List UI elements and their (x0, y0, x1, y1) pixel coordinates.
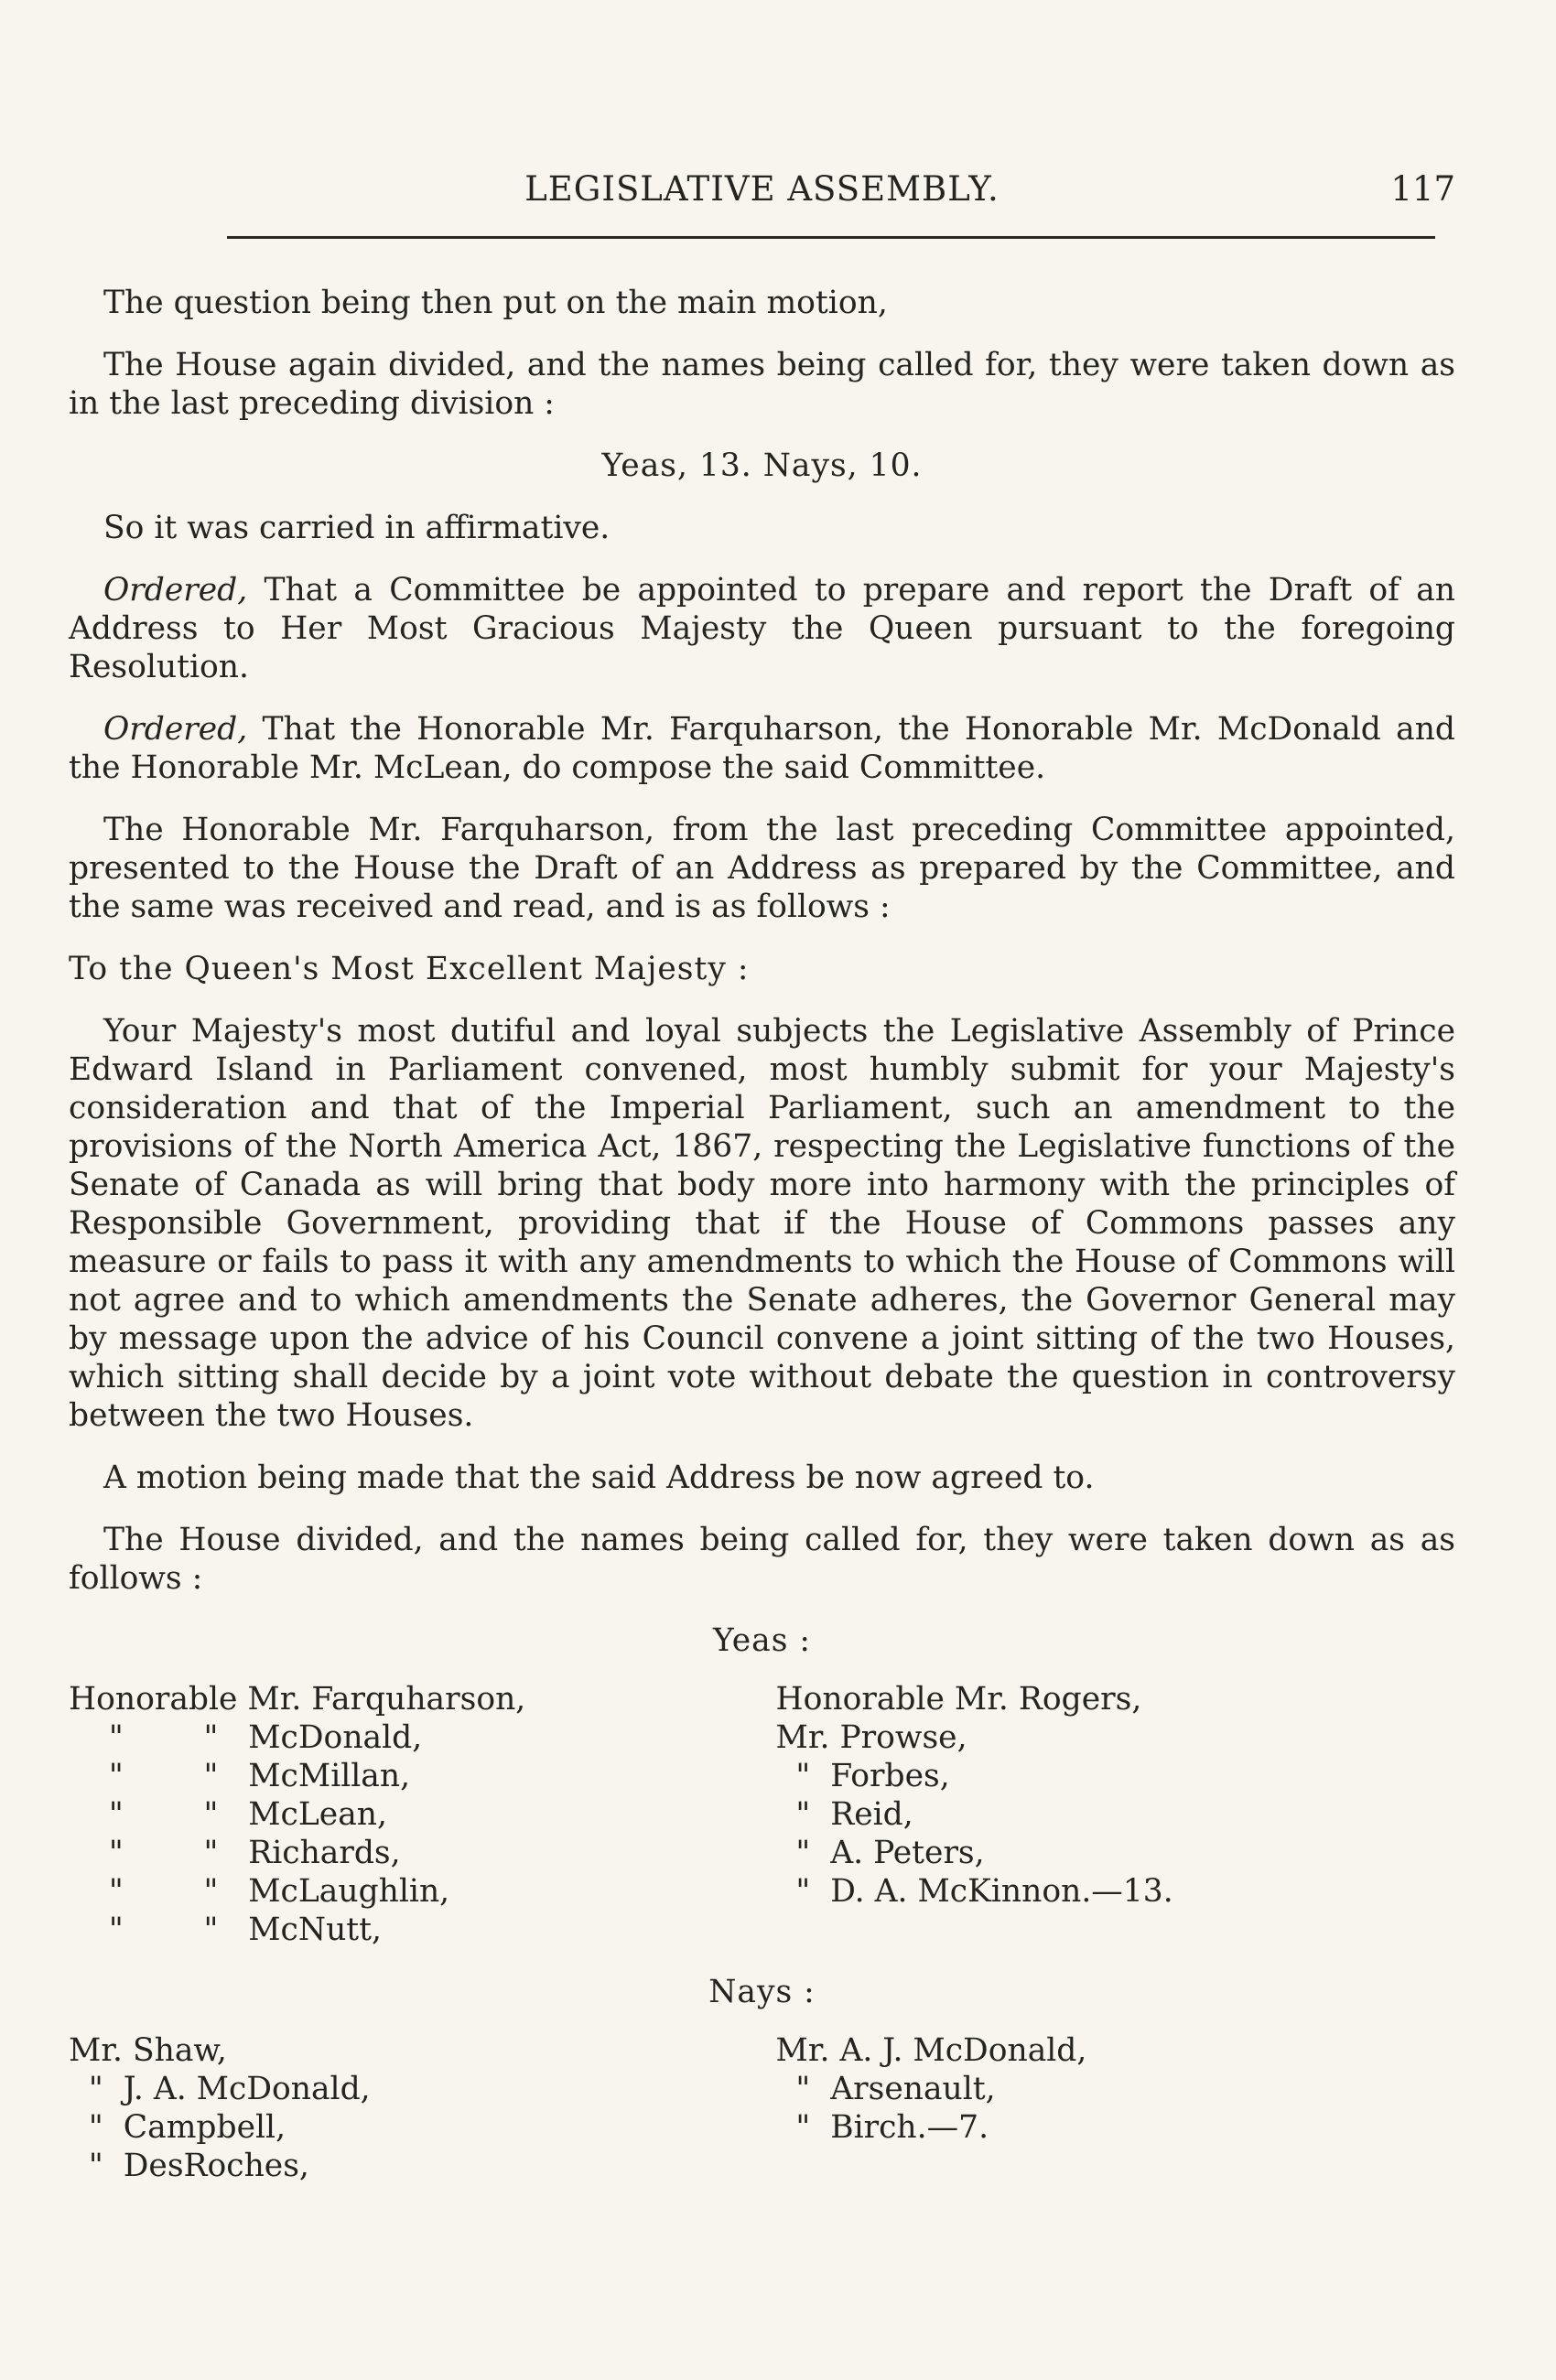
nays-left-column (69, 2031, 749, 2185)
name-entry: Mr. Shaw, (69, 2032, 227, 2069)
yeas-right-column (749, 1680, 1456, 1949)
name-entry: " Birch.—7. (775, 2109, 989, 2146)
name-entry: " D. A. McKinnon.—13. (775, 1873, 1173, 1910)
order-text: That the Honorable Mr. Farquharson, the Honorable Mr. McDonald and the Honorable Mr. McLean, do compose the said Committee. (69, 711, 1455, 786)
paragraph-order-committee (69, 571, 1455, 686)
address-salutation: To the Queen's Most Excellent Majesty : (69, 951, 750, 987)
order-text: That a Committee be appointed to prepare and report the Draft of an Address to Her Most Gracious Majesty the Queen pursuant to the foregoing Resolution. (69, 572, 1455, 685)
name-entry: " " Richards, (69, 1835, 401, 1871)
yeas-list (69, 1680, 1455, 1949)
paragraph-main-motion: The question being then put on the main motion, (103, 285, 888, 321)
name-entry: Honorable Mr. Farquharson, (69, 1681, 526, 1718)
name-entry: Honorable Mr. Rogers, (775, 1681, 1142, 1718)
paragraph-motion-agreed: A motion being made that the said Address be now agreed to. (103, 1459, 1095, 1496)
paragraph-division: The House again divided, and the names being called for, they were taken down as in the last preceding division : (69, 347, 1455, 422)
name-entry: " Campbell, (69, 2109, 286, 2146)
name-entry: " Reid, (775, 1796, 913, 1833)
nays-right-column (749, 2031, 1456, 2185)
address-body: Your Majesty's most dutiful and loyal subjects the Legislative Assembly of Prince Edward Island in Parliament convened, most humbly submit for your Majesty's consideration and that of the Imperial Parliament, such an amendment to the provisions of the North America Act, 1867, respecting the Legislative functions of the Senate of Canada as will bring that body more into harmony with the principles of Responsible Government, providing that if the House of Commons passes any measure or fails to pass it with any amendments to which the House of Commons will not agree and to which amendments the Senate adheres, the Governor General may by message upon the advice of his Council convene a joint sitting of the two Houses, which sitting shall decide by a joint vote without debate the question in controversy between the two Houses. (69, 1013, 1455, 1434)
name-entry: " A. Peters, (775, 1835, 985, 1871)
page-header (69, 169, 1455, 215)
ordered-label: Ordered, (103, 572, 248, 608)
vote-tally: Yeas, 13. Nays, 10. (601, 447, 923, 484)
name-entry: " " McNutt, (69, 1912, 382, 1948)
running-title: LEGISLATIVE ASSEMBLY. (524, 169, 1000, 209)
page-number: 117 (1390, 169, 1455, 209)
paragraph-house-divided: The House divided, and the names being called for, they were taken down as as follows : (69, 1522, 1455, 1597)
nays-list (69, 2031, 1455, 2185)
page-body (69, 284, 1455, 2209)
header-rule (227, 236, 1435, 239)
name-entry: " " McMillan, (69, 1758, 411, 1794)
yeas-left-column (69, 1680, 749, 1949)
name-entry: " " McLaughlin, (69, 1873, 450, 1910)
name-entry: " " McLean, (69, 1796, 387, 1833)
paragraph-order-members (69, 710, 1455, 787)
paragraph-carried: So it was carried in affirmative. (103, 510, 611, 546)
name-entry: Mr. A. J. McDonald, (775, 2032, 1087, 2069)
ordered-label: Ordered, (103, 711, 248, 748)
name-entry: Mr. Prowse, (775, 1719, 967, 1756)
name-entry: " " McDonald, (69, 1719, 423, 1756)
paragraph-draft-presented: The Honorable Mr. Farquharson, from the last preceding Committee appointed, presented to the House the Draft of an Address as prepared by the Committee, and the same was received and read, and is as follows : (69, 812, 1455, 925)
yeas-label: Yeas : (712, 1622, 812, 1659)
nays-label: Nays : (708, 1974, 816, 2010)
name-entry: " Arsenault, (775, 2071, 996, 2107)
name-entry: " DesRoches, (69, 2148, 309, 2184)
name-entry: " J. A. McDonald, (69, 2071, 371, 2107)
name-entry: " Forbes, (775, 1758, 950, 1794)
